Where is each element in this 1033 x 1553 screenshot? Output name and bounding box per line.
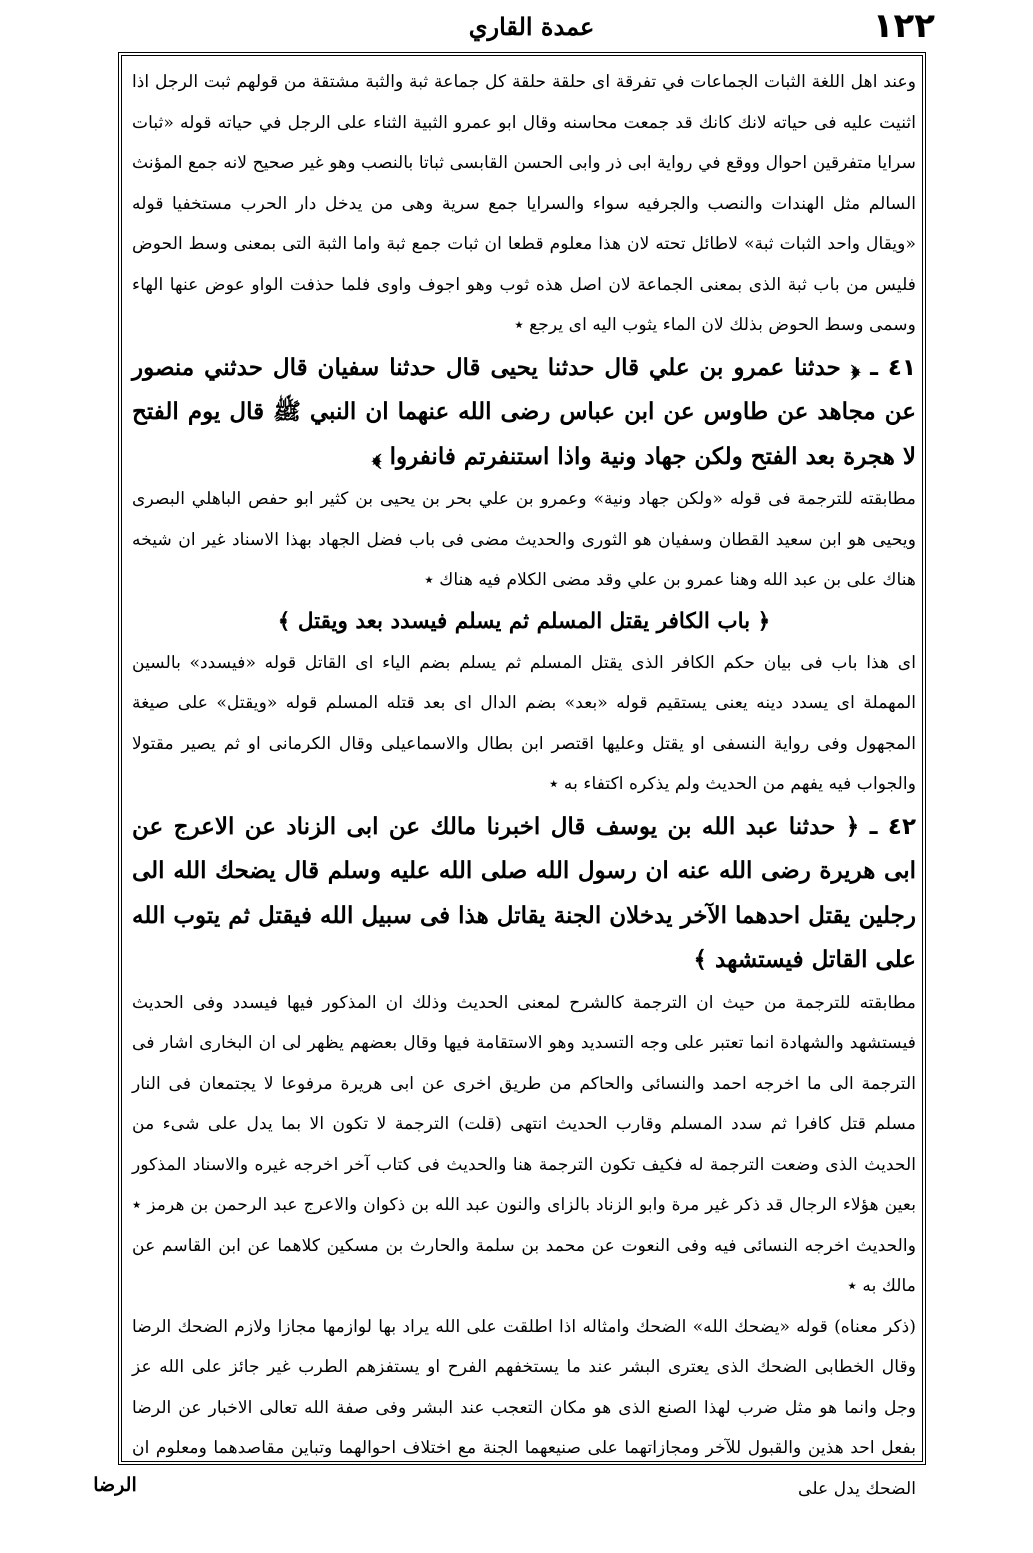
hadith-41: [132, 346, 916, 480]
chapter-heading: ﴿ باب الكافر يقتل المسلم ثم يسلم فيسدد بعد ويقتل ﴾: [277, 608, 771, 634]
hadith-number: ٤٢ ـ: [869, 813, 916, 840]
page-number: ١٢٢: [872, 6, 935, 46]
main-text: [132, 62, 916, 1509]
page-header: [128, 6, 935, 46]
hadith-42: [132, 805, 916, 983]
commentary-paragraph: وعند اهل اللغة الثبات الجماعات في تفرقة اى حلقة حلقة كل جماعة ثبة والثبة مشتقة من قولهم ثبت الرجل اذا اثنيت عليه فى حياته لانك كانك قد جمعت محاسنه وقال ابو عمرو الثبية الثناء على الرجل في حياته قوله «ثبات سرايا متفرقين احوال ووقع في رواية ابى ذر وابى الحسن القابسى ثباتا بالنصب وهو غير صحيح لانه جمع المؤنث السالم مثل الهندات والنصب والجرفيه سواء والسرايا جمع سرية وهى من يدخل دار الحرب مستخفيا قوله «ويقال واحد الثبات ثبة» لاطائل تحته لان هذا معلوم قطعا ان ثبات جمع ثبة واما الثبة التى بمعنى وسط الحوض فليس من باب ثبة الذى بمعنى الجماعة لان اصل هذه ثوب وهو اجوف واوى فلما حذفت الواو عوض عنها الهاء وسمى وسط الحوض بذلك لان الماء يثوب اليه اى يرجع ٭: [132, 72, 916, 335]
hadith-number: ٤١ ـ: [870, 354, 916, 381]
catchword: الرضا: [93, 1474, 137, 1496]
hadith-text: ﴿ حدثنا عبد الله بن يوسف قال اخبرنا مالك عن ابى الزناد عن الاعرج عن ابى هريرة رضى الله عنه ان رسول الله صلى الله عليه وسلم قال يضحك الله الى رجلين يقتل احدهما الآخر يدخلان الجنة يقاتل هذا فى سبيل الله فيقتل ثم يتوب الله على القاتل فيستشهد ﴾: [132, 812, 916, 973]
commentary-paragraph: مطابقته للترجمة فى قوله «ولكن جهاد ونية» وعمرو بن علي بحر بن يحيى بن كثير ابو حفص الباهلي البصرى ويحيى هو ابن سعيد القطان وسفيان هو الثورى والحديث مضى فى باب فضل الجهاد بهذا الاسناد غير ان شيخه هناك على بن عبد الله وهنا عمرو بن علي وقد مضى الكلام فيه هناك ٭: [132, 489, 916, 590]
running-title: عمدة القاري: [468, 12, 595, 41]
commentary-paragraph: (ذكر معناه) قوله «يضحك الله» الضحك وامثاله اذا اطلقت على الله يراد بها لوازمها مجازا ولازم الضحك الرضا وقال الخطابى الضحك الذى يعترى البشر عند ما يستخفهم الفرح او يستفزهم الطرب غير جائز على الله عز وجل وانما هو مثل ضرب لهذا الصنع الذى هو مكان التعجب عند البشر وفى صفة الله تعالى الاخبار عن الرضا بفعل احد هذين والقبول للآخر ومجازاتهما على صنيعهما الجنة مع اختلاف احوالهما وتباين مقاصدهما ومعلوم ان الضحك يدل على: [132, 1316, 917, 1499]
hadith-text: ﴿ حدثنا عمرو بن علي قال حدثنا يحيى قال حدثنا سفيان قال حدثني منصور عن مجاهد عن طاوس عن ابن عباس رضى الله عنهما ان النبي ﷺ قال يوم الفتح لا هجرة بعد الفتح ولكن جهاد ونية واذا استنفرتم فانفروا ﴾: [132, 353, 916, 470]
commentary-paragraph: اى هذا باب فى بيان حكم الكافر الذى يقتل المسلم ثم يسلم بضم الياء اى القاتل قوله «فيسدد» بالسين المهملة اى يسدد دينه يعنى يستقيم قوله «بعد» بضم الدال اى بعد قتله المسلم قوله «ويقتل» على صيغة المجهول وفى رواية النسفى او يقتل وعليها اقتصر ابن بطال والاسماعيلى وقال الكرمانى او ثم يصير مقتولا والجواب فيه يفهم من الحديث ولم يذكره اكتفاء به ٭: [132, 652, 916, 794]
commentary-paragraph: مطابقته للترجمة من حيث ان الترجمة كالشرح لمعنى الحديث وذلك ان المذكور فيها فيسدد وفى الحديث فيستشهد والشهادة انما تعتبر على وجه التسديد وهو الاستقامة فيها وقال بعضهم يظهر لى ان البخارى اشار فى الترجمة الى ما اخرجه احمد والنسائى والحاكم من طريق اخرى عن ابى هريرة مرفوعا لا يجتمعان فى النار مسلم قتل كافرا ثم سدد المسلم وقارب الحديث انتهى (قلت) الترجمة لا تكون الا بما يدل على شىء من الحديث الذى وضعت الترجمة له فكيف تكون الترجمة هنا والحديث فى كتاب آخر اخرجه غيره والاسناد المذكور بعين هؤلاء الرجال قد ذكر غير مرة وابو الزناد بالزاى والنون عبد الله بن ذكوان والاعرج عبد الرحمن بن هرمز ٭ والحديث اخرجه النسائى فيه وفى النعوت عن محمد بن سلمة والحارث بن مسكين كلاهما عن ابن القاسم عن مالك به ٭: [132, 992, 916, 1296]
